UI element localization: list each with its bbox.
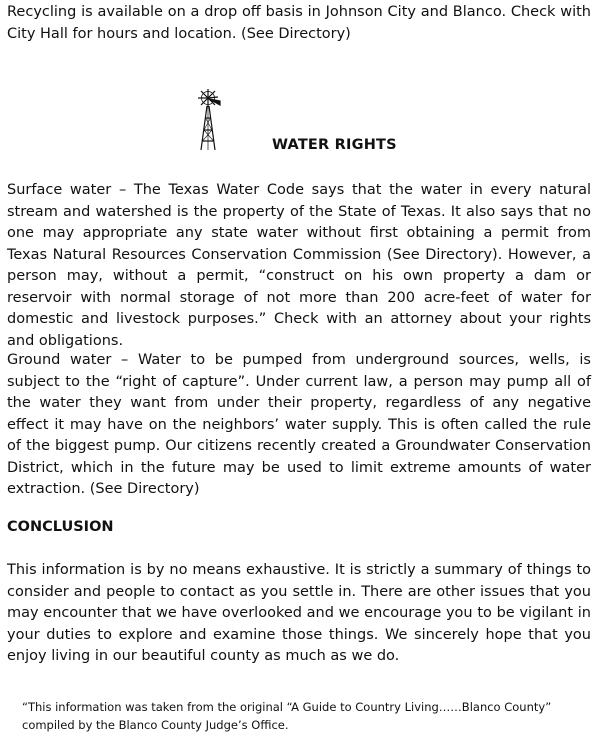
recycling-paragraph: Recycling is available on a drop off basis in Johnson City and Blanco. Check with City Hall for hours and location. (See Directory) <box>7 4 591 42</box>
water-rights-heading: WATER RIGHTS <box>272 137 397 153</box>
surface-water-paragraph: Surface water – The Texas Water Code says that the water in every natural stream and watershed is the property of the State of Texas. It also says that no one may appropriate any state water without first obtaining a permit from Texas Natural Resources Conservation Commission (See Directory). However, a person may, without a permit, “construct on his own property a dam or reservoir with normal storage of not more than 200 acre-feet of water for domestic and livestock purposes.” Check with an attorney about your rights and obligations. <box>7 182 591 349</box>
windmill-icon <box>193 88 223 152</box>
ground-water-paragraph: Ground water – Water to be pumped from underground sources, wells, is subject to the “right of capture”. Under current law, a person may pump all of the water they want from under their property, regardless of any negative effect it may have on the neighbors’ water supply. This is often called the rule of the biggest pump. Our citizens recently created a Groundwater Conservation District, which in the future may be used to limit extreme amounts of water extraction. (See Directory) <box>7 352 591 497</box>
conclusion-heading: CONCLUSION <box>7 519 114 535</box>
source-footnote: “This information was taken from the original “A Guide to Country Living……Blanco County” compiled by the Blanco County Judge’s Office. <box>22 700 552 732</box>
conclusion-paragraph: This information is by no means exhaustive. It is strictly a summary of things to consider and people to contact as you settle in. There are other issues that you may encounter that we have overlooked and we encourage you to be vigilant in your duties to explore and examine those things. We sincerely hope that you enjoy living in our beautiful county as much as we do. <box>7 562 591 664</box>
